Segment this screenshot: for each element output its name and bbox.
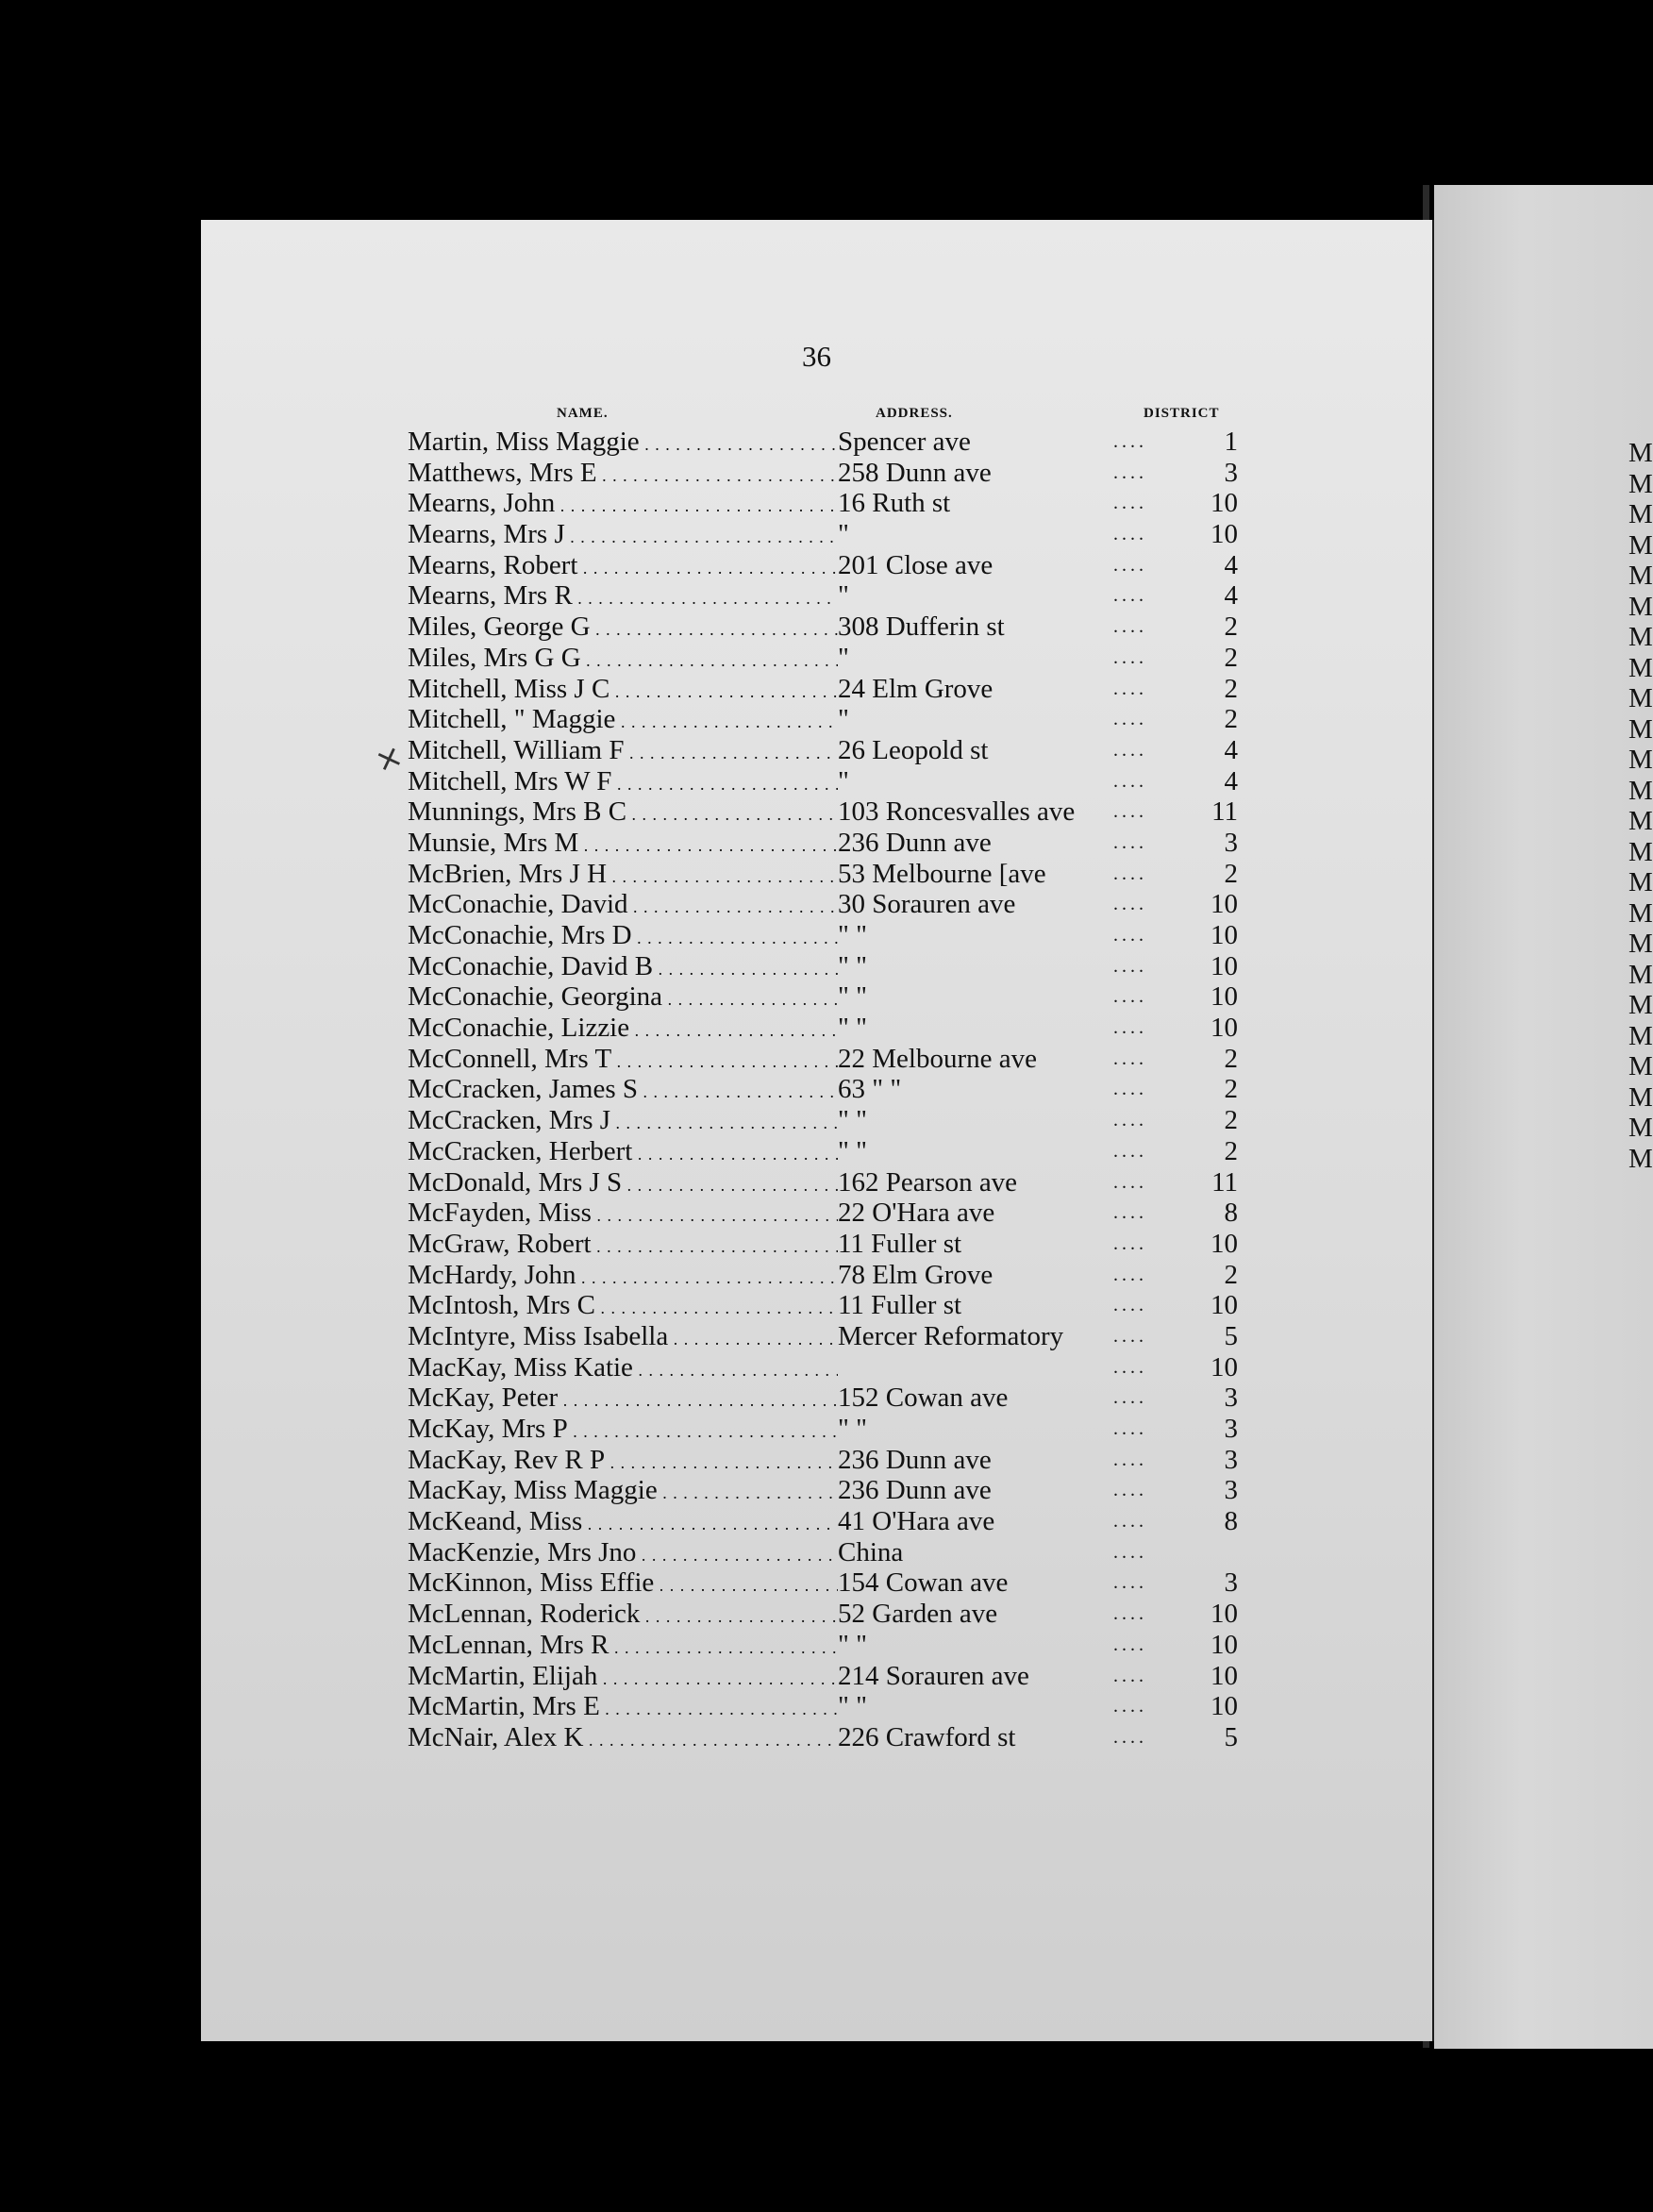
entry-address: 30 Sorauren ave	[838, 889, 1016, 920]
entry-district: 4	[1224, 549, 1238, 580]
directory-entry	[408, 427, 1238, 458]
entry-address: "	[838, 519, 849, 550]
leader-dots: ....	[1113, 1726, 1147, 1748]
adjacent-page-letter: M	[1628, 929, 1653, 959]
directory-entry	[408, 580, 1238, 612]
leader-dots: ....	[1113, 1541, 1147, 1563]
adjacent-page-letter: M	[1628, 836, 1653, 867]
directory-entry	[408, 951, 1238, 982]
entry-district: 10	[1211, 1013, 1238, 1044]
entry-name: Mearns, Mrs R . . .	[408, 580, 838, 614]
leader-dots: ....	[1113, 955, 1147, 977]
entry-address: 22 Melbourne ave	[838, 1043, 1037, 1074]
entry-address: 41 O'Hara ave	[838, 1506, 995, 1537]
entry-district: 3	[1224, 457, 1238, 488]
adjacent-page-letter: M	[1628, 990, 1653, 1020]
leader-dots: ....	[1113, 1079, 1147, 1100]
entry-address: 24 Elm Grove	[838, 673, 993, 704]
entry-name: Mearns, John . . .	[408, 488, 838, 522]
leader-dots: ....	[1113, 1696, 1147, 1718]
adjacent-page-letter: M	[1628, 959, 1653, 990]
entry-name: McConachie, David B . . .	[408, 951, 838, 985]
entry-district: 10	[1211, 1290, 1238, 1321]
entry-district: 11	[1211, 1166, 1238, 1198]
directory-entry	[408, 1537, 1238, 1568]
leader-dots: ....	[1113, 493, 1147, 514]
entry-address: 78 Elm Grove	[838, 1259, 993, 1290]
adjacent-page-letter: M	[1628, 897, 1653, 929]
entry-name: McBrien, Mrs J H . . .	[408, 859, 838, 893]
entry-name: Matthews, Mrs E . . .	[408, 458, 838, 492]
entry-district: 10	[1211, 519, 1238, 550]
entry-district: 3	[1224, 1414, 1238, 1444]
entry-address: 236 Dunn ave	[838, 1475, 992, 1506]
entry-name: Mearns, Mrs J . . .	[408, 519, 838, 553]
leader-dots: ....	[1113, 431, 1147, 452]
entry-district: 2	[1224, 1074, 1238, 1105]
entry-name: McConachie, David . . .	[408, 889, 838, 923]
directory-entry	[408, 1599, 1238, 1630]
leader-dots: ....	[1113, 616, 1147, 638]
entry-name: McConachie, Lizzie . . .	[408, 1013, 838, 1047]
entry-district: 4	[1224, 765, 1238, 796]
leader-dots: ....	[1113, 1449, 1147, 1470]
leader-dots: ....	[1113, 739, 1147, 761]
entry-district: 3	[1224, 1382, 1238, 1414]
directory-entry	[408, 889, 1238, 920]
leader-dots: ....	[1113, 1171, 1147, 1193]
leader-dots: ....	[1113, 1232, 1147, 1254]
entry-address: 63 " "	[838, 1074, 902, 1105]
entry-name: McCracken, Herbert . . .	[408, 1136, 838, 1170]
entry-district: 2	[1224, 858, 1238, 889]
directory-entry	[408, 1630, 1238, 1661]
adjacent-page-letter: M	[1628, 561, 1653, 591]
directory-entry	[408, 1167, 1238, 1198]
entry-district: 10	[1211, 488, 1238, 519]
leader-dots: ....	[1113, 1603, 1147, 1625]
entry-address: " "	[838, 1135, 867, 1166]
leader-dots: ....	[1113, 1325, 1147, 1347]
entry-name: MacKay, Miss Maggie . . .	[408, 1475, 838, 1509]
directory-entry	[408, 1013, 1238, 1044]
entry-address: " "	[838, 1691, 867, 1722]
leader-dots: ....	[1113, 986, 1147, 1008]
entry-name: Mitchell, William F . . .	[408, 735, 838, 769]
leader-dots: ....	[1113, 554, 1147, 576]
entry-address: " "	[838, 920, 867, 950]
entry-district: 3	[1224, 1475, 1238, 1506]
entry-district: 2	[1224, 612, 1238, 643]
adjacent-page-letter: M	[1628, 867, 1653, 897]
leader-dots: ....	[1113, 1047, 1147, 1069]
leader-dots: ....	[1113, 1110, 1147, 1131]
entry-address: 152 Cowan ave	[838, 1382, 1009, 1414]
entry-name: McKeand, Miss . . .	[408, 1506, 838, 1540]
entry-district: 10	[1211, 1599, 1238, 1630]
entry-name: Munsie, Mrs M . . .	[408, 828, 838, 862]
adjacent-page-letter: M	[1628, 468, 1653, 499]
directory-entry	[408, 1567, 1238, 1599]
entry-name: McKinnon, Miss Effie . . .	[408, 1567, 838, 1601]
adjacent-page-letter: M	[1628, 438, 1653, 468]
directory-entry	[408, 519, 1238, 550]
entry-address: China	[838, 1536, 904, 1567]
adjacent-page-letter: M	[1628, 806, 1653, 836]
adjacent-page-letter: M	[1628, 652, 1653, 683]
entry-district: 10	[1211, 950, 1238, 981]
entry-address: Mercer Reformatory	[838, 1320, 1064, 1351]
directory-list	[408, 427, 1238, 1753]
leader-dots: ....	[1113, 585, 1147, 607]
leader-dots: ....	[1113, 1511, 1147, 1533]
entry-address: 22 O'Hara ave	[838, 1198, 995, 1229]
leader-dots: ....	[1113, 709, 1147, 730]
directory-entry	[408, 550, 1238, 581]
adjacent-page-letter: M	[1628, 713, 1653, 745]
leader-dots: ....	[1113, 678, 1147, 699]
directory-entry	[408, 1198, 1238, 1229]
leader-dots: ....	[1113, 646, 1147, 668]
entry-address: "	[838, 704, 849, 735]
entry-district: 10	[1211, 1660, 1238, 1691]
entry-address: Spencer ave	[838, 427, 971, 457]
directory-entry	[408, 1414, 1238, 1445]
adjacent-page-letter: M	[1628, 529, 1653, 561]
entry-address: 162 Pearson ave	[838, 1166, 1018, 1198]
entry-district: 10	[1211, 1351, 1238, 1382]
entry-district: 2	[1224, 1259, 1238, 1290]
entry-address: 258 Dunn ave	[838, 457, 992, 488]
leader-dots: ....	[1113, 1665, 1147, 1686]
entry-address: " "	[838, 981, 867, 1013]
adjacent-page-letter: M	[1628, 591, 1653, 622]
column-header-name: NAME.	[557, 406, 609, 421]
leader-dots: ....	[1113, 1017, 1147, 1039]
leader-dots: ....	[1113, 925, 1147, 946]
entry-address: " "	[838, 1629, 867, 1660]
entry-district: 10	[1211, 1691, 1238, 1722]
directory-entry	[408, 920, 1238, 951]
entry-district: 4	[1224, 734, 1238, 765]
directory-entry	[408, 704, 1238, 735]
leader-dots: ....	[1113, 461, 1147, 483]
entry-name: McLennan, Mrs R . . .	[408, 1630, 838, 1664]
leader-dots: ....	[1113, 1418, 1147, 1439]
directory-entry	[408, 1475, 1238, 1506]
entry-name: MacKenzie, Mrs Jno . . .	[408, 1537, 838, 1571]
entry-district: 5	[1224, 1721, 1238, 1752]
directory-entry	[408, 1352, 1238, 1383]
adjacent-page-letter: M	[1628, 1020, 1653, 1051]
entry-name: Mitchell, Miss J C . . .	[408, 674, 838, 708]
adjacent-page-letter: M	[1628, 1113, 1653, 1143]
entry-district: 5	[1224, 1320, 1238, 1351]
entry-name: McFayden, Miss . . .	[408, 1198, 838, 1232]
entry-name: Miles, George G . . .	[408, 612, 838, 645]
directory-entry	[408, 1382, 1238, 1414]
entry-name: MacKay, Rev R P . . .	[408, 1445, 838, 1479]
entry-address: 214 Sorauren ave	[838, 1660, 1029, 1691]
entry-name: McMartin, Elijah . . .	[408, 1661, 838, 1695]
directory-entry	[408, 612, 1238, 643]
entry-address: 308 Dufferin st	[838, 612, 1005, 643]
entry-address: " "	[838, 1013, 867, 1044]
entry-district: 3	[1224, 1567, 1238, 1599]
entry-address: 103 Roncesvalles ave	[838, 796, 1076, 828]
entry-district: 2	[1224, 1043, 1238, 1074]
leader-dots: ....	[1113, 524, 1147, 545]
directory-entry	[408, 828, 1238, 859]
entry-district: 2	[1224, 673, 1238, 704]
entry-district: 3	[1224, 827, 1238, 858]
entry-address: 26 Leopold st	[838, 734, 989, 765]
directory-entry	[408, 1290, 1238, 1321]
directory-entry	[408, 488, 1238, 519]
pencil-mark: ×	[370, 736, 409, 781]
adjacent-page-letter: M	[1628, 775, 1653, 806]
entry-name: McConachie, Georgina . . .	[408, 981, 838, 1015]
entry-address: 236 Dunn ave	[838, 827, 992, 858]
adjacent-page-letter: M	[1628, 1081, 1653, 1113]
entry-address: " "	[838, 1414, 867, 1444]
entry-name: Munnings, Mrs B C . . .	[408, 796, 838, 830]
directory-entry	[408, 796, 1238, 828]
entry-district: 11	[1211, 796, 1238, 828]
entry-name: McCracken, Mrs J . . .	[408, 1105, 838, 1139]
adjacent-page-letter: M	[1628, 1143, 1653, 1174]
entry-address: 236 Dunn ave	[838, 1444, 992, 1475]
entry-address: 11 Fuller st	[838, 1228, 962, 1259]
leader-dots: ....	[1113, 1295, 1147, 1316]
entry-name: MacKay, Miss Katie . . .	[408, 1352, 838, 1386]
entry-address: 11 Fuller st	[838, 1290, 962, 1321]
entry-name: Miles, Mrs G G . . .	[408, 643, 838, 677]
entry-name: McHardy, John . . .	[408, 1260, 838, 1294]
entry-name: McKay, Peter . . .	[408, 1382, 838, 1416]
leader-dots: ....	[1113, 1356, 1147, 1378]
leader-dots: ....	[1113, 1572, 1147, 1594]
adjacent-page-letter: M	[1628, 683, 1653, 713]
leader-dots: ....	[1113, 1634, 1147, 1655]
leader-dots: ....	[1113, 1140, 1147, 1162]
directory-entry	[408, 1105, 1238, 1136]
entry-district: 8	[1224, 1198, 1238, 1229]
entry-address: " "	[838, 1105, 867, 1136]
directory-entry	[408, 859, 1238, 890]
entry-address: "	[838, 642, 849, 673]
directory-entry	[408, 1722, 1238, 1753]
entry-name: Mitchell, " Maggie . . .	[408, 704, 838, 738]
directory-entry	[408, 1136, 1238, 1167]
entry-name: McIntosh, Mrs C . . .	[408, 1290, 838, 1324]
entry-address: "	[838, 765, 849, 796]
column-header-address: ADDRESS.	[876, 406, 953, 421]
entry-name: McCracken, James S . . .	[408, 1074, 838, 1108]
entry-district: 10	[1211, 1228, 1238, 1259]
entry-address: " "	[838, 950, 867, 981]
entry-name: McKay, Mrs P . . .	[408, 1414, 838, 1448]
leader-dots: ....	[1113, 1387, 1147, 1409]
entry-address: 52 Garden ave	[838, 1599, 998, 1630]
directory-entry	[408, 674, 1238, 705]
directory-entry	[408, 1506, 1238, 1537]
directory-entry	[408, 1691, 1238, 1722]
entry-name: McConachie, Mrs D . . .	[408, 920, 838, 954]
directory-entry	[408, 1661, 1238, 1692]
entry-address: 53 Melbourne [ave	[838, 858, 1046, 889]
directory-entry	[408, 1229, 1238, 1260]
entry-name: Martin, Miss Maggie . . .	[408, 427, 838, 461]
adjacent-page-fragment	[1434, 185, 1653, 2049]
entry-district: 10	[1211, 981, 1238, 1013]
directory-entry	[408, 1321, 1238, 1352]
entry-district: 8	[1224, 1506, 1238, 1537]
entry-name: Mearns, Robert . . .	[408, 550, 838, 584]
leader-dots: ....	[1113, 1480, 1147, 1501]
entry-name: McGraw, Robert . . .	[408, 1229, 838, 1263]
leader-dots: ....	[1113, 831, 1147, 853]
column-header-district: DISTRICT	[1144, 406, 1220, 421]
entry-district: 3	[1224, 1444, 1238, 1475]
entry-district: 10	[1211, 1629, 1238, 1660]
entry-address: 201 Close ave	[838, 549, 993, 580]
directory-entry	[408, 1074, 1238, 1105]
directory-entry	[408, 981, 1238, 1013]
adjacent-page-letter: M	[1628, 622, 1653, 652]
directory-entry	[408, 458, 1238, 489]
leader-dots: ....	[1113, 801, 1147, 823]
entry-district: 4	[1224, 580, 1238, 612]
leader-dots: ....	[1113, 863, 1147, 884]
directory-entry	[408, 735, 1238, 766]
directory-entry	[408, 1260, 1238, 1291]
entry-district: 10	[1211, 920, 1238, 950]
entry-district: 2	[1224, 1135, 1238, 1166]
entry-name: McLennan, Roderick . . .	[408, 1599, 838, 1633]
entry-name: Mitchell, Mrs W F . . .	[408, 766, 838, 800]
directory-entry	[408, 766, 1238, 797]
entry-district: 2	[1224, 642, 1238, 673]
page-number: 36	[802, 340, 831, 373]
entry-name: McNair, Alex K . . .	[408, 1722, 838, 1756]
entry-district: 2	[1224, 1105, 1238, 1136]
entry-name: McMartin, Mrs E . . .	[408, 1691, 838, 1725]
leader-dots: ....	[1113, 1264, 1147, 1285]
entry-district: 10	[1211, 889, 1238, 920]
entry-name: McConnell, Mrs T . . .	[408, 1044, 838, 1078]
entry-district: 2	[1224, 704, 1238, 735]
entry-district: 1	[1224, 427, 1238, 457]
directory-entry	[408, 643, 1238, 674]
leader-dots: ....	[1113, 894, 1147, 915]
directory-entry	[408, 1044, 1238, 1075]
entry-address: 226 Crawford st	[838, 1721, 1016, 1752]
entry-address: 154 Cowan ave	[838, 1567, 1009, 1599]
leader-dots: ....	[1113, 770, 1147, 792]
adjacent-page-letter: M	[1628, 1051, 1653, 1081]
directory-entry	[408, 1445, 1238, 1476]
entry-name: McDonald, Mrs J S . . .	[408, 1167, 838, 1201]
entry-name: McIntyre, Miss Isabella . . .	[408, 1321, 838, 1355]
entry-address: "	[838, 580, 849, 612]
leader-dots: ....	[1113, 1202, 1147, 1224]
adjacent-page-letter: M	[1628, 499, 1653, 529]
entry-address: 16 Ruth st	[838, 488, 951, 519]
adjacent-page-letter: M	[1628, 745, 1653, 775]
